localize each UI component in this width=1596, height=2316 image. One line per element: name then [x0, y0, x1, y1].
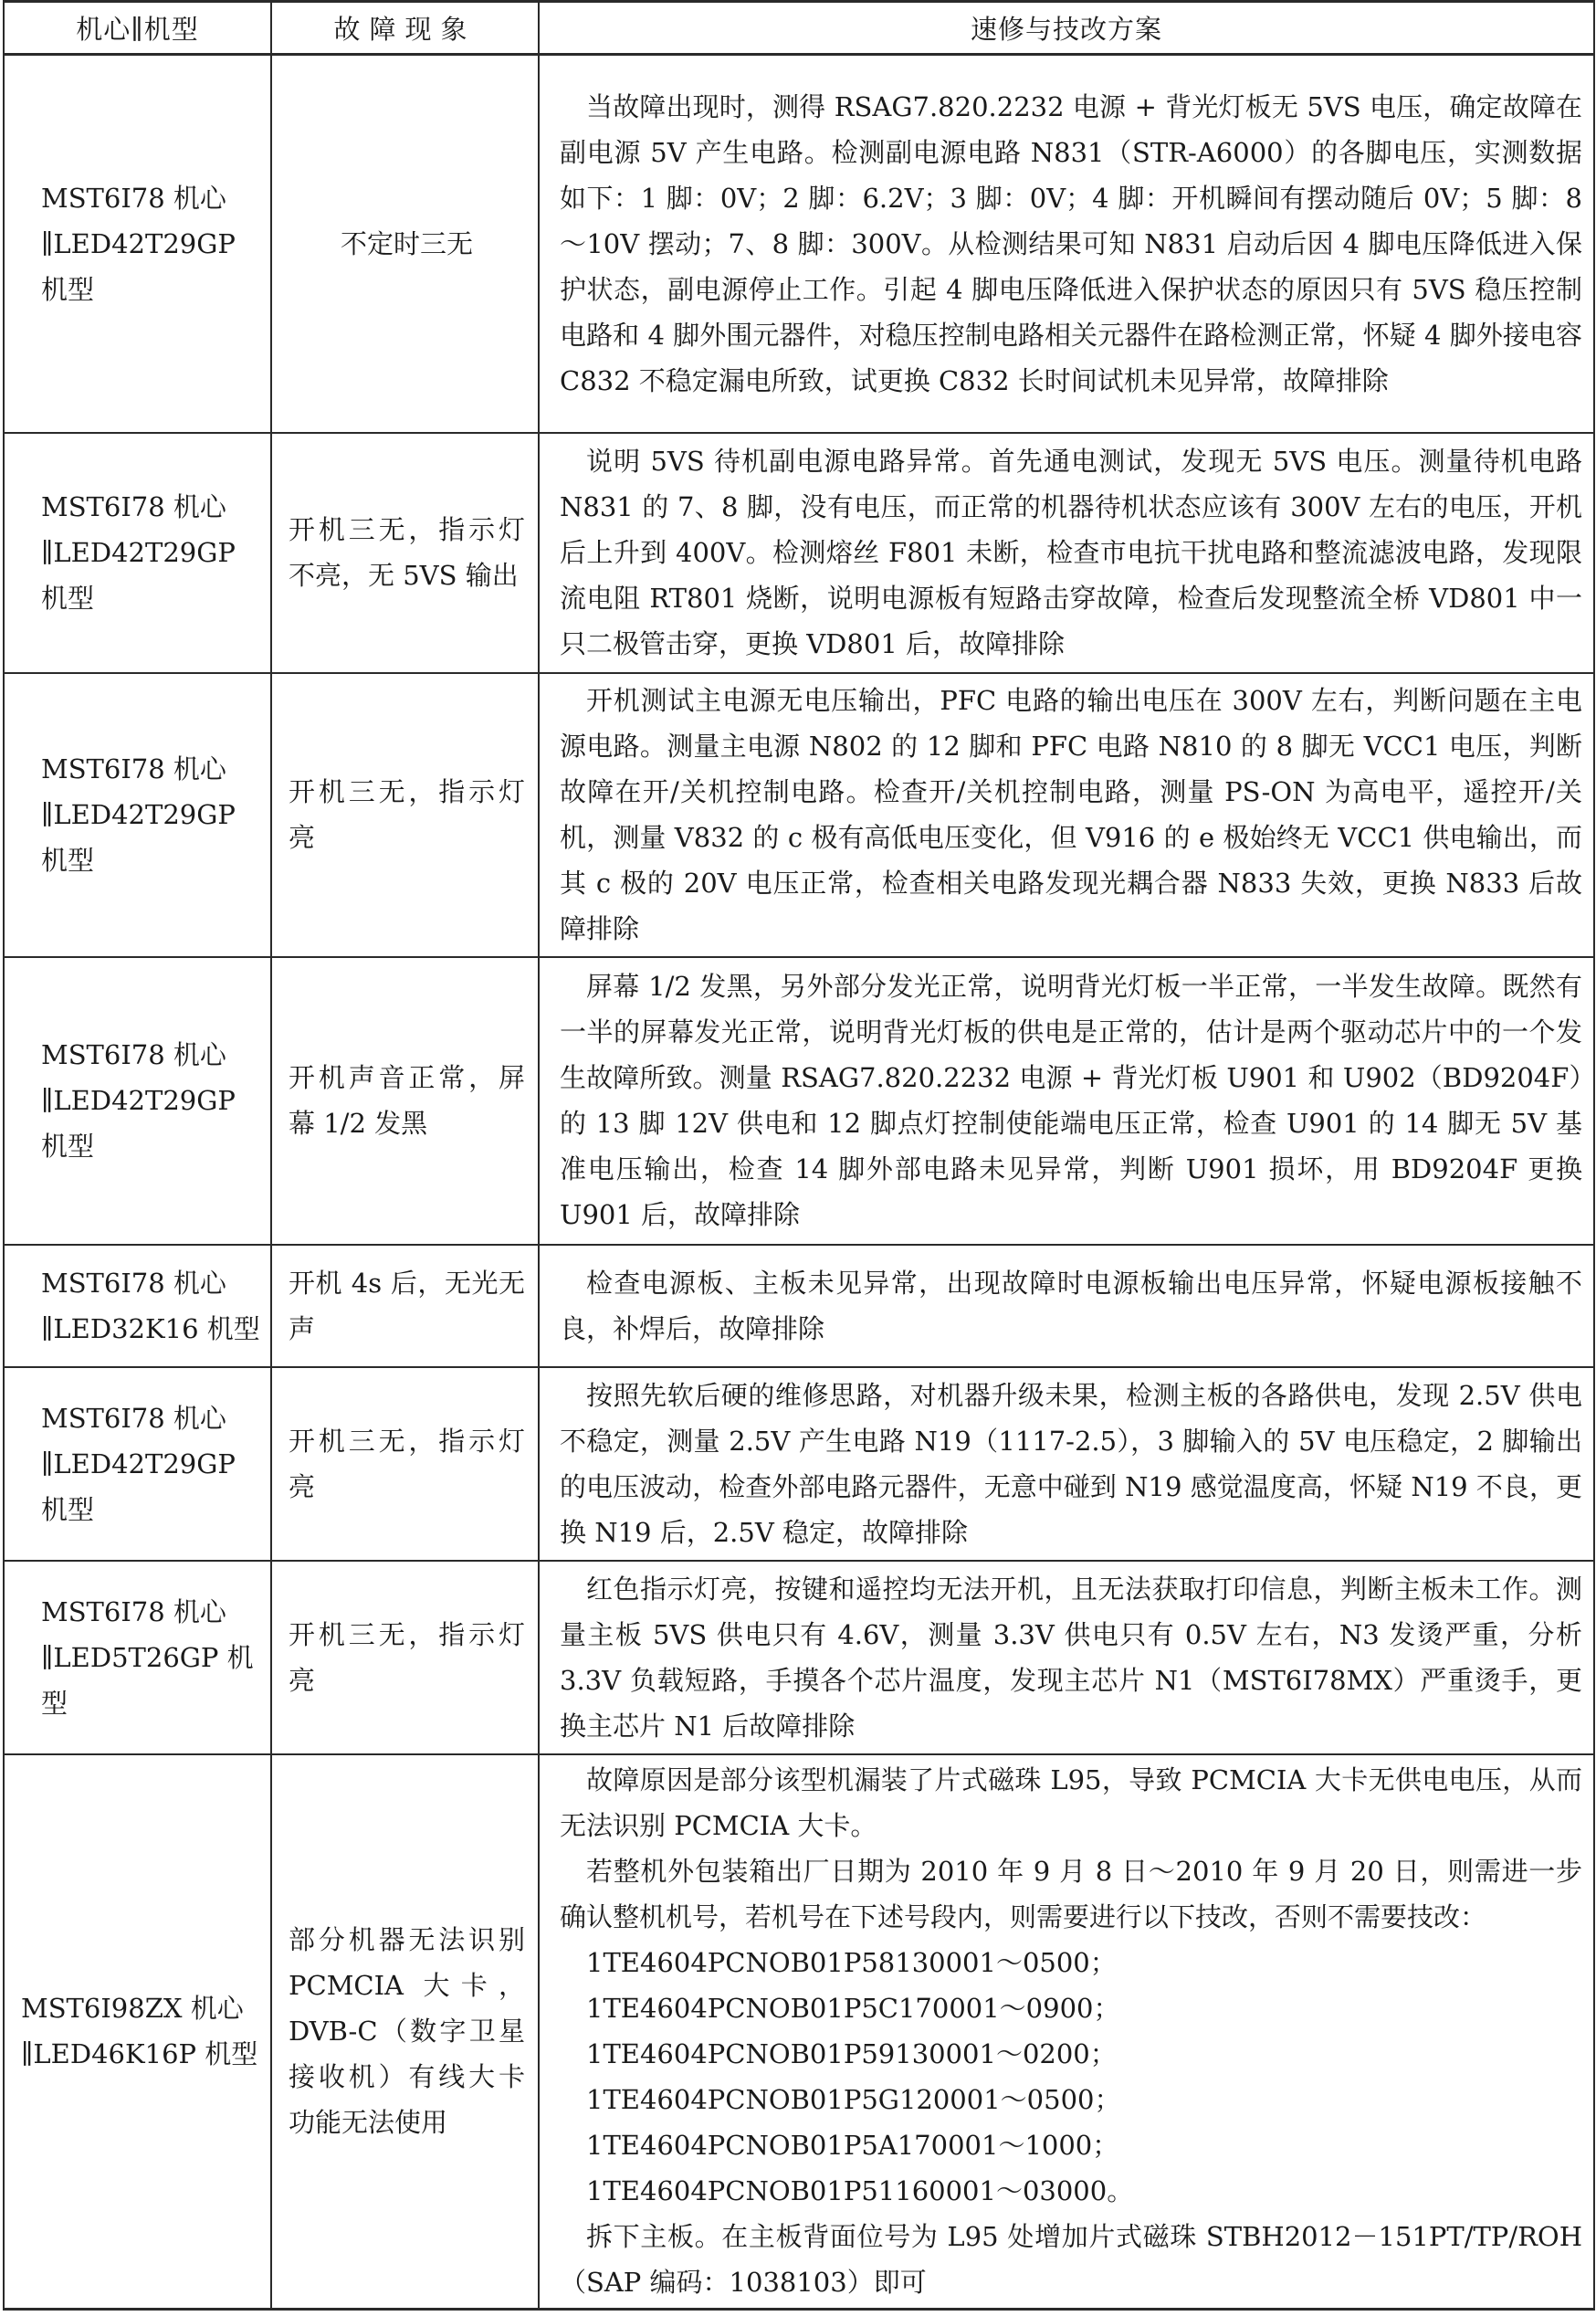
- model-cell: MST6I78 机心∥LED5T26GP 机型: [4, 1561, 271, 1754]
- solution-cell: [539, 55, 1594, 433]
- symptom-cell: 开机声音正常，屏幕 1/2 发黑: [271, 957, 539, 1245]
- table-header-row: [4, 2, 1594, 55]
- table-row: [4, 957, 1594, 1245]
- symptom-cell: 不定时三无: [271, 55, 539, 433]
- model-cell: MST6I98ZX 机心∥LED46K16P 机型: [4, 1754, 271, 2310]
- solution-cell: [539, 1754, 1594, 2310]
- solution-text: 屏幕 1/2 发黑，另外部分发光正常，说明背光灯板一半正常，一半发生故障。既然有一半的屏幕发光正常，说明背光灯板的供电是正常的，估计是两个驱动芯片中的一个发生故障所致。测量 RSAG7.820.2232 电源 + 背光灯板 U901 和 U902（BD9204F）的 13 脚 12V 供电和 12 脚点灯控制使能端电压正常，检查 U901 的 14 脚无 5V 基准电压输出，检查 14 脚外部电路未见异常，判断 U901 损坏，用 BD9204F 更换 U901 后，故障排除: [560, 971, 1582, 1230]
- table-row: [4, 1754, 1594, 2310]
- solution-text: 红色指示灯亮，按键和遥控均无法开机，且无法获取打印信息，判断主板未工作。测量主板 5VS 供电只有 4.6V，测量 3.3V 供电只有 0.5V 左右，N3 发烫严重，分析 3.3V 负载短路，手摸各个芯片温度，发现主芯片 N1（MST6I78MX）严重烫手，更换主芯片 N1 后故障排除: [560, 1573, 1582, 1742]
- model-cell: MST6I78 机心∥LED32K16 机型: [4, 1245, 271, 1367]
- serial-range: 1TE4604PCNOB01P59130001～0200；: [586, 2038, 1117, 2070]
- model-cell: MST6I78 机心∥LED42T29GP 机型: [4, 55, 271, 433]
- serial-range: 1TE4604PCNOB01P51160001～03000。: [586, 2175, 1134, 2207]
- model-cell: MST6I78 机心∥LED42T29GP 机型: [4, 673, 271, 957]
- symptom-cell: 部分机器无法识别 PCMCIA 大卡，DVB-C（数字卫星接收机）有线大卡功能无法使用: [271, 1754, 539, 2310]
- solution-text: 拆下主板。在主板背面位号为 L95 处增加片式磁珠 STBH2012－151PT/TP/ROH（SAP 编码：1038103）即可: [560, 2221, 1582, 2299]
- solution-text: 故障原因是部分该型机漏装了片式磁珠 L95，导致 PCMCIA 大卡无供电电压，从而无法识别 PCMCIA 大卡。: [560, 1764, 1582, 1842]
- table-row: [4, 1245, 1594, 1367]
- solution-text: 当故障出现时，测得 RSAG7.820.2232 电源 + 背光灯板无 5VS 电压，确定故障在副电源 5V 产生电路。检测副电源电路 N831（STR-A6000）的各脚电压，实测数据如下：1 脚：0V；2 脚：6.2V；3 脚：0V；4 脚：开机瞬间有摆动随后 0V；5 脚：8～10V 摆动；7、8 脚：300V。从检测结果可知 N831 启动后因 4 脚电压降低进入保护状态，副电源停止工作。引起 4 脚电压降低进入保护状态的原因只有 5VS 稳压控制电路和 4 脚外围元器件，对稳压控制电路相关元器件在路检测正常，怀疑 4 脚外接电容 C832 不稳定漏电所致，试更换 C832 长时间试机未见异常，故障排除: [560, 90, 1582, 396]
- model-cell: MST6I78 机心∥LED42T29GP 机型: [4, 1367, 271, 1561]
- solution-text: 说明 5VS 待机副电源电路异常。首先通电测试，发现无 5VS 电压。测量待机电路 N831 的 7、8 脚，没有电压，而正常的机器待机状态应该有 300V 左右的电压，开机后上升到 400V。检测熔丝 F801 未断，检查市电抗干扰电路和整流滤波电路，发现限流电阻 RT801 烧断，说明电源板有短路击穿故障，检查后发现整流全桥 VD801 中一只二极管击穿，更换 VD801 后，故障排除: [560, 446, 1582, 659]
- symptom-cell: 开机三无，指示灯亮: [271, 673, 539, 957]
- table-row: [4, 55, 1594, 433]
- repair-table: [3, 0, 1595, 2311]
- solution-cell: [539, 673, 1594, 957]
- solution-text: 按照先软后硬的维修思路，对机器升级未果，检测主板的各路供电，发现 2.5V 供电不稳定，测量 2.5V 产生电路 N19（1117-2.5），3 脚输入的 5V 电压稳定，2 脚输出的电压波动，检查外部电路元器件，无意中碰到 N19 感觉温度高，怀疑 N19 不良，更换 N19 后，2.5V 稳定，故障排除: [560, 1379, 1582, 1548]
- serial-range: 1TE4604PCNOB01P5A170001～1000；: [586, 2130, 1119, 2162]
- table-row: [4, 433, 1594, 673]
- header-solution: 速修与技改方案: [539, 2, 1594, 55]
- table-row: [4, 673, 1594, 957]
- model-cell: MST6I78 机心∥LED42T29GP 机型: [4, 957, 271, 1245]
- table-row: [4, 1367, 1594, 1561]
- solution-text: 若整机外包装箱出厂日期为 2010 年 9 月 8 日～2010 年 9 月 20 日，则需进一步确认整机机号，若机号在下述号段内，则需要进行以下技改，否则不需要技改：: [560, 1856, 1582, 1933]
- serial-range: 1TE4604PCNOB01P5C170001～0900；: [586, 1993, 1120, 2025]
- symptom-cell: 开机三无，指示灯不亮，无 5VS 输出: [271, 433, 539, 673]
- solution-cell: [539, 1561, 1594, 1754]
- solution-text: 检查电源板、主板未见异常，出现故障时电源板输出电压异常，怀疑电源板接触不良，补焊后，故障排除: [560, 1267, 1582, 1344]
- symptom-cell: 开机 4s 后，无光无声: [271, 1245, 539, 1367]
- serial-range: 1TE4604PCNOB01P58130001～0500；: [586, 1947, 1117, 1979]
- model-cell: MST6I78 机心∥LED42T29GP 机型: [4, 433, 271, 673]
- solution-cell: [539, 1367, 1594, 1561]
- serial-range: 1TE4604PCNOB01P5G120001～0500；: [586, 2084, 1121, 2116]
- symptom-cell: 开机三无，指示灯亮: [271, 1561, 539, 1754]
- header-model: 机心∥机型: [4, 2, 271, 55]
- table-row: [4, 1561, 1594, 1754]
- symptom-cell: 开机三无，指示灯亮: [271, 1367, 539, 1561]
- solution-cell: [539, 1245, 1594, 1367]
- solution-cell: [539, 433, 1594, 673]
- solution-cell: [539, 957, 1594, 1245]
- header-symptom: 故障现象: [271, 2, 539, 55]
- solution-text: 开机测试主电源无电压输出，PFC 电路的输出电压在 300V 左右，判断问题在主电源电路。测量主电源 N802 的 12 脚和 PFC 电路 N810 的 8 脚无 VCC1 电压，判断故障在开/关机控制电路。检查开/关机控制电路，测量 PS-ON 为高电平，遥控开/关机，测量 V832 的 c 极有高低电压变化，但 V916 的 e 极始终无 VCC1 供电输出，而其 c 极的 20V 电压正常，检查相关电路发现光耦合器 N833 失效，更换 N833 后故障排除: [560, 685, 1582, 944]
